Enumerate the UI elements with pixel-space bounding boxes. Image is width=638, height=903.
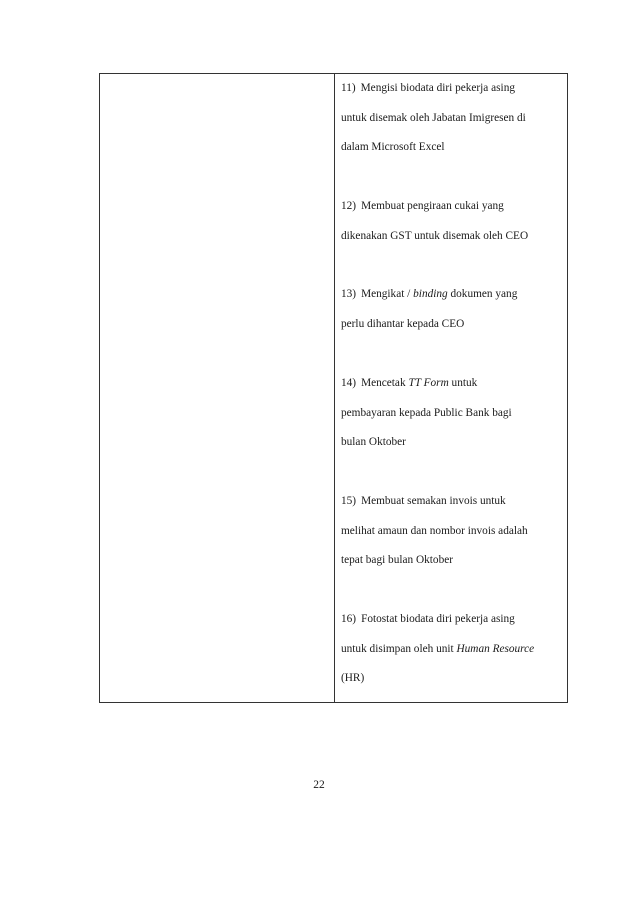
- list-item-line: [341, 605, 565, 635]
- list-item-line: [341, 428, 565, 458]
- text-segment: (HR): [341, 672, 365, 684]
- list-item: [341, 192, 565, 251]
- task-list-cell: [341, 74, 565, 702]
- list-item-line: [341, 487, 565, 517]
- text-segment: bulan Oktober: [341, 436, 406, 448]
- list-item-line: [341, 369, 565, 399]
- list-item-line: [341, 222, 565, 252]
- text-segment: untuk disimpan oleh unit: [341, 642, 457, 655]
- list-item-line: [341, 280, 565, 310]
- text-segment: untuk disemak oleh Jabatan Imigresen di: [341, 111, 526, 124]
- list-item-line: [341, 664, 565, 694]
- text-segment: Membuat pengiraan cukai yang: [361, 200, 504, 212]
- text-segment: Mencetak: [361, 377, 409, 389]
- list-item-line: [341, 74, 565, 104]
- text-segment: Membuat semakan invois untuk: [361, 495, 506, 507]
- list-item-number: 12): [341, 200, 357, 212]
- text-segment: dalam Microsoft Excel: [341, 141, 445, 153]
- list-item-line: [341, 192, 565, 222]
- text-segment: perlu dihantar kepada CEO: [341, 317, 465, 330]
- list-item-line: [341, 399, 565, 429]
- text-segment: dokumen yang: [447, 288, 518, 300]
- text-segment: Fotostat biodata diri pekerja asing: [361, 613, 515, 625]
- list-item-number: 15): [341, 495, 357, 507]
- list-item-line: [341, 133, 565, 163]
- list-item: [341, 369, 565, 458]
- italic-term: Human Resource: [456, 642, 535, 655]
- column-divider: [334, 74, 335, 702]
- list-item-number: 13): [341, 288, 357, 300]
- text-segment: untuk: [448, 377, 478, 389]
- task-table: [99, 73, 568, 703]
- list-item-line: [341, 517, 565, 547]
- text-segment: Mengikat /: [361, 288, 414, 300]
- list-item: [341, 605, 565, 694]
- text-segment: dikenakan GST untuk disemak oleh CEO: [341, 229, 529, 242]
- list-item-line: [341, 546, 565, 576]
- list-item: [341, 487, 565, 576]
- list-item: [341, 74, 565, 163]
- text-segment: Mengisi biodata diri pekerja asing: [360, 82, 515, 94]
- list-item-line: [341, 635, 565, 665]
- text-segment: tepat bagi bulan Oktober: [341, 554, 453, 566]
- text-segment: pembayaran kepada Public Bank bagi: [341, 406, 512, 419]
- list-item-number: 11): [341, 82, 356, 94]
- page-number: 22: [313, 779, 325, 791]
- italic-term: binding: [413, 288, 448, 300]
- list-item-number: 16): [341, 613, 357, 625]
- list-item-number: 14): [341, 377, 357, 389]
- table-left-cell: [100, 74, 334, 702]
- list-item-line: [341, 310, 565, 340]
- text-segment: melihat amaun dan nombor invois adalah: [341, 524, 528, 537]
- italic-term: TT Form: [408, 377, 449, 389]
- list-item-line: [341, 104, 565, 134]
- list-item: [341, 280, 565, 339]
